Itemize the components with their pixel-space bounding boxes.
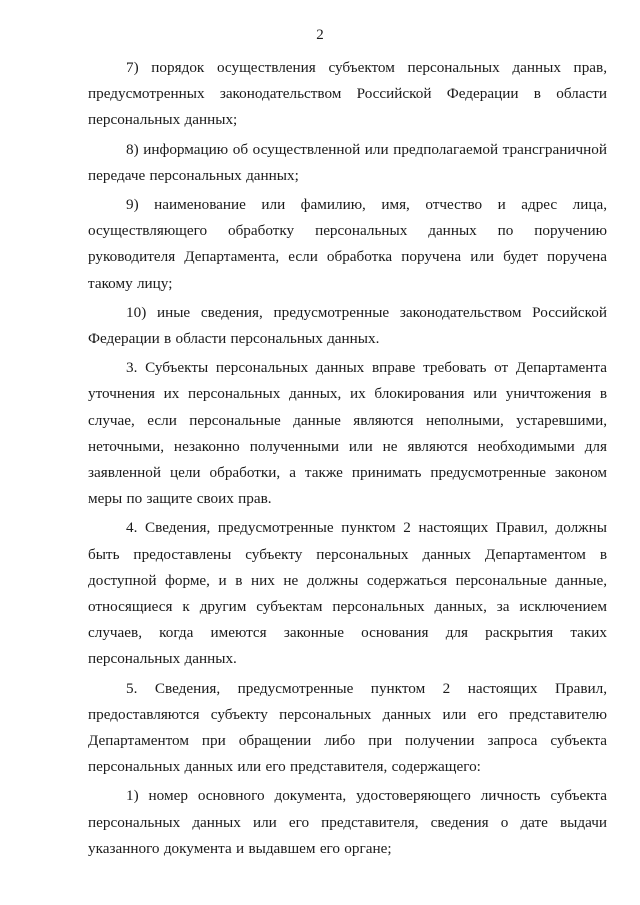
paragraph-subitem-1: 1) номер основного документа, удостоверяющего личность субъекта персональных данных или его представителя, сведения о дате выдачи указанного документа и выдавшем его органе;: [88, 787, 607, 857]
paragraph-item-8: 8) информацию об осуществленной или предполагаемой трансграничной передаче персональных данных;: [88, 140, 607, 184]
paragraph-item-10: 10) иные сведения, предусмотренные законодательством Российской Федерации в области персональных данных.: [88, 303, 607, 348]
paragraph-section-3: 3. Субъекты персональных данных вправе требовать от Департамента уточнения их персональных данных, их блокирования или уничтожения в случае, если персональные данные являются неполными, устаревшими, неточными, незаконно полученными или не являются необходимыми для заявленной цели обработки, а также принимать предусмотренные законом меры по защите своих прав.: [88, 359, 607, 508]
paragraph-item-7: 7) порядок осуществления субъектом персональных данных прав, предусмотренных законодательством Российской Федерации в области персональных данных;: [88, 59, 607, 129]
paragraph-section-5: 5. Сведения, предусмотренные пунктом 2 настоящих Правил, предоставляются субъекту персональных данных или его представителю Департаментом при обращении либо при получении запроса субъекта персональных данных или его представителя, содержащего:: [88, 679, 607, 776]
paragraph-item-9: 9) наименование или фамилию, имя, отчество и адрес лица, осуществляющего обработку персональных данных по поручению руководителя Департамента, если обработка поручена или будет поручена такому лицу;: [88, 196, 607, 292]
document-body: [88, 55, 607, 862]
page-number: 2: [316, 27, 324, 43]
paragraph-section-4: 4. Сведения, предусмотренные пунктом 2 настоящих Правил, должны быть предоставлены субъекту персональных данных Департаментом в доступной форме, и в них не должны содержаться персональные данные, относящиеся к другим субъектам персональных данных, за исключением случаев, когда имеются законные основания для раскрытия таких персональных данных.: [88, 519, 607, 668]
